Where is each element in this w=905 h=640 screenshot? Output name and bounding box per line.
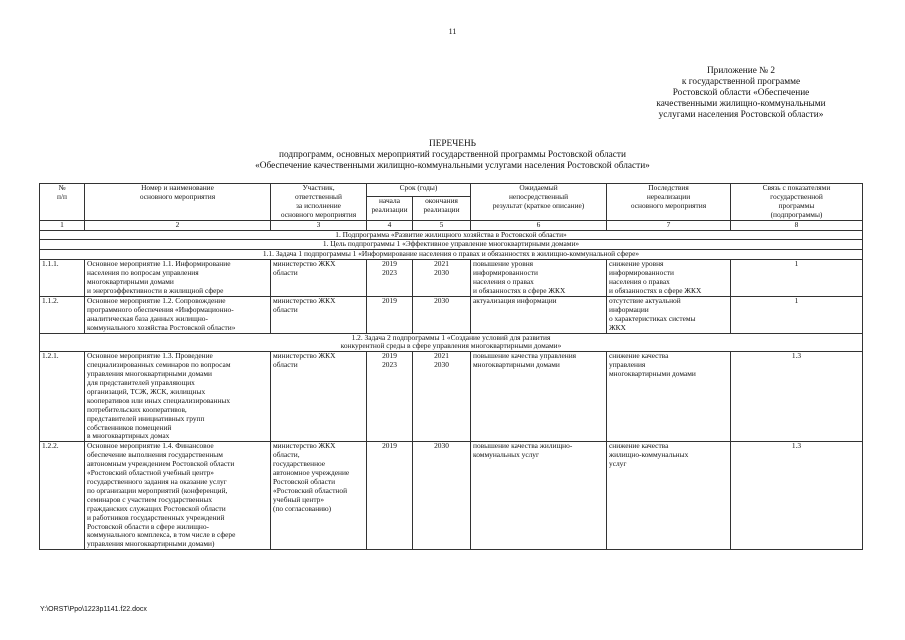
cell-line: коммунальных услуг	[473, 450, 540, 460]
cell-line: 2030	[434, 441, 449, 451]
cell-line: населения по вопросам управления	[87, 268, 199, 278]
text-line: Номер и наименование	[141, 183, 214, 192]
column-number-cell: 5	[413, 220, 471, 230]
appendix-line: услугами населения Ростовской области»	[658, 110, 824, 120]
cell-line: области,	[273, 450, 300, 460]
end-year-cell	[413, 442, 471, 550]
cell-line: управления многоквартирными домами)	[87, 539, 215, 549]
cell-line: Ростовской области в сфере жилищно-	[87, 521, 210, 531]
heading-line-1: подпрограмм, основных мероприятий государственной программы Ростовской области	[279, 150, 626, 160]
indicator-link-cell	[731, 442, 863, 550]
cell-line: 2023	[382, 268, 397, 278]
cell-line: министерство ЖКХ	[273, 259, 336, 269]
cell-line: информированности	[609, 268, 674, 278]
start-year-cell	[367, 352, 413, 442]
cell-line: ЖКХ	[609, 322, 626, 332]
text-line: за исполнение	[296, 200, 341, 210]
cell-line: 2019	[382, 296, 397, 305]
text-line: Связь с показателями	[762, 183, 831, 192]
row-number-cell: 1.2.1.	[40, 352, 85, 442]
cell-line: для представителей управляющих	[87, 378, 195, 388]
cell-line: многоквартирными домами	[473, 360, 560, 370]
text-line: реализации	[371, 204, 408, 214]
end-year-cell	[413, 260, 471, 297]
header-num	[40, 184, 85, 221]
text-line: непосредственный	[508, 191, 569, 201]
text-line: начала	[379, 196, 400, 205]
cell-line: 2021	[434, 259, 449, 269]
consequences-cell	[607, 352, 731, 442]
cell-line: населения о правах	[609, 277, 670, 287]
cell-line: государственное	[273, 459, 326, 469]
table-row	[40, 296, 863, 333]
text-line: программы	[778, 200, 815, 210]
text-line: окончания	[425, 196, 458, 205]
cell-line: информированности	[473, 268, 538, 278]
cell-line: Основное мероприятие 1.4. Финансовое	[87, 441, 214, 451]
text-line: ответственный	[295, 191, 342, 201]
cell-line: министерство ЖКХ	[273, 351, 336, 361]
header-term: Срок (годы)	[367, 184, 471, 197]
cell-line: министерство ЖКХ	[273, 296, 336, 305]
text-line: основного мероприятия	[280, 209, 357, 219]
cell-line: коммунального хозяйства Ростовской области»	[87, 322, 236, 332]
cell-line: «Ростовский областной учебный центр»	[87, 468, 214, 478]
cell-line: информации	[609, 304, 649, 314]
column-number-cell: 1	[40, 220, 85, 230]
cell-line: многоквартирными домами	[609, 369, 696, 379]
end-year-cell	[413, 352, 471, 442]
cell-line: Ростовской области	[273, 477, 336, 486]
appendix-line: качественными жилищно-коммунальными	[656, 99, 826, 109]
cell-line: актуализация информации	[473, 296, 557, 305]
text-line: Ожидаемый	[519, 183, 558, 192]
cell-line: 2030	[434, 296, 449, 305]
column-number-cell: 8	[731, 220, 863, 230]
cell-line: населения о правах	[473, 277, 534, 287]
cell-line: Основное мероприятие 1.1. Информирование	[87, 259, 231, 269]
section-row: 1. Подпрограмма «Развитие жилищного хозяйства в Ростовской области»	[40, 230, 863, 240]
task-row-1: 1.1. Задача 1 подпрограммы 1 «Информирование населения о правах и обязанностях в жилищно-коммунальной сфере»	[40, 250, 863, 260]
consequences-cell	[607, 442, 731, 550]
cell-line: 1	[794, 296, 799, 305]
column-number-cell: 7	[607, 220, 731, 230]
appendix-line: Ростовской области «Обеспечение	[672, 88, 810, 98]
cell-line: специализированных семинаров по вопросам	[87, 360, 231, 370]
start-year-cell	[367, 442, 413, 550]
cell-line: обеспечение выполнения государственным	[87, 450, 223, 460]
column-number-cell: 6	[471, 220, 607, 230]
document-heading	[0, 139, 905, 172]
file-path-footer: Y:\ORST\Ppo\1223p1141.f22.docx	[40, 606, 147, 613]
table-row	[40, 442, 863, 550]
cell-line: 1	[794, 259, 799, 269]
table-row	[40, 260, 863, 297]
heading-title: ПЕРЕЧЕНЬ	[428, 139, 476, 149]
text-line: п/п	[57, 191, 67, 201]
text-line: (подпрограммы)	[770, 209, 823, 219]
cell-line: снижение уровня	[609, 259, 664, 269]
text-line: конкурентной среды в сфере управления многоквартирными домами»	[340, 341, 562, 351]
header-expected	[471, 184, 607, 221]
text-line: государственной	[770, 191, 823, 201]
appendix-line: Приложение № 2	[706, 66, 776, 76]
cell-line: по организации мероприятий (конференций,	[87, 485, 228, 495]
cell-line: и работников государственных учреждений	[87, 512, 225, 522]
row-number-cell: 1.1.1.	[40, 260, 85, 297]
cell-line: учебный центр»	[273, 494, 325, 504]
cell-line: Основное мероприятие 1.3. Проведение	[87, 351, 213, 361]
cell-line: программного обеспечения «Информационно-	[87, 304, 234, 314]
text-line: нереализации	[646, 191, 691, 201]
cell-line: жилищно-коммунальных	[609, 450, 689, 460]
page-number: 11	[448, 27, 457, 36]
indicator-link-cell	[731, 352, 863, 442]
text-line: реализации	[423, 204, 460, 214]
table-row	[40, 352, 863, 442]
participant-cell	[271, 442, 367, 550]
cell-line: услуг	[609, 459, 627, 469]
cell-line: автономное учреждение	[273, 468, 350, 478]
cell-line: снижение качества	[609, 351, 669, 361]
cell-line: аналитическая база данных жилищно-	[87, 313, 208, 323]
cell-line: повышение качества жилищно-	[473, 441, 573, 451]
heading-line-2: «Обеспечение качественными жилищно-коммунальными услугами населения Ростовской области»	[255, 161, 650, 171]
text-line: 1.2. Задача 2 подпрограммы 1 «Создание условий для развития	[351, 333, 551, 342]
cell-line: потребительских кооперативов,	[87, 404, 187, 414]
cell-line: области	[273, 360, 298, 370]
cell-line: 2023	[382, 360, 397, 370]
header-term-start	[367, 196, 413, 220]
column-number-row	[40, 220, 863, 230]
text-line: Участник,	[302, 183, 335, 192]
cell-line: (по согласованию)	[273, 503, 332, 513]
header-participant	[271, 184, 367, 221]
measure-name-cell	[85, 296, 271, 333]
cell-line: области	[273, 304, 298, 314]
text-line: основного мероприятия	[630, 200, 707, 210]
cell-line: в многоквартирных домах	[87, 431, 170, 441]
header-term-end	[413, 196, 471, 220]
header-consequences	[607, 184, 731, 221]
task-row-2	[40, 333, 863, 352]
cell-line: и энергоэффективности в жилищной сфере	[87, 285, 224, 295]
participant-cell	[271, 352, 367, 442]
cell-line: и обязанностях в сфере ЖКХ	[609, 285, 702, 295]
cell-line: и обязанностях в сфере ЖКХ	[473, 285, 566, 295]
participant-cell	[271, 260, 367, 297]
measure-name-cell	[85, 352, 271, 442]
consequences-cell	[607, 260, 731, 297]
cell-line: управления многоквартирными домами	[87, 369, 213, 379]
cell-line: семинаров с участием государственных	[87, 494, 213, 504]
appendix-block	[631, 66, 851, 121]
cell-line: 2030	[434, 360, 449, 370]
indicator-link-cell	[731, 296, 863, 333]
column-number-cell: 4	[367, 220, 413, 230]
cell-line: государственного задания на оказание услуг	[87, 477, 227, 486]
text-line: №	[58, 183, 66, 192]
cell-line: области	[273, 268, 298, 278]
cell-line: представителей инициативных групп	[87, 413, 205, 423]
participant-cell	[271, 296, 367, 333]
measure-name-cell	[85, 442, 271, 550]
cell-line: 1.3	[791, 351, 802, 361]
text-line: Последствия	[648, 183, 689, 192]
consequences-cell	[607, 296, 731, 333]
row-number-cell: 1.1.2.	[40, 296, 85, 333]
appendix-line: к государственной программе	[681, 77, 801, 87]
measures-table	[39, 183, 863, 550]
cell-line: Основное мероприятие 1.2. Сопровождение	[87, 296, 226, 305]
cell-line: 1.3	[791, 441, 802, 451]
cell-line: снижение качества	[609, 441, 669, 451]
cell-line: 2019	[382, 441, 397, 451]
cell-line: повышение уровня	[473, 259, 534, 269]
indicator-link-cell	[731, 260, 863, 297]
cell-line: 2021	[434, 351, 449, 361]
cell-line: «Ростовский областной	[273, 485, 348, 495]
expected-result-cell	[471, 442, 607, 550]
cell-line: кооперативов или иных специализированных	[87, 395, 231, 405]
expected-result-cell	[471, 260, 607, 297]
cell-line: управления	[609, 360, 646, 370]
start-year-cell	[367, 260, 413, 297]
header-name	[85, 184, 271, 221]
cell-line: многоквартирными домами	[87, 277, 174, 287]
column-number-cell: 3	[271, 220, 367, 230]
cell-line: 2019	[382, 351, 397, 361]
cell-line: гражданских служащих Ростовской области	[87, 503, 226, 513]
expected-result-cell	[471, 352, 607, 442]
expected-result-cell	[471, 296, 607, 333]
cell-line: организаций, ТСЖ, ЖСК, жилищных	[87, 386, 206, 396]
cell-line: министерство ЖКХ	[273, 441, 336, 451]
text-line: результат (краткое описание)	[492, 200, 585, 210]
text-line: основного мероприятия	[139, 191, 216, 201]
cell-line: собственников помещений	[87, 422, 172, 432]
header-link	[731, 184, 863, 221]
row-number-cell: 1.2.2.	[40, 442, 85, 550]
cell-line: коммунального комплекса, в том числе в сфере	[87, 530, 236, 540]
cell-line: автономным учреждением Ростовской области	[87, 459, 235, 469]
cell-line: отсутствие актуальной	[609, 296, 681, 305]
goal-row: 1. Цель подпрограммы 1 «Эффективное управление многоквартирными домами»	[40, 240, 863, 250]
cell-line: 2019	[382, 259, 397, 269]
measure-name-cell	[85, 260, 271, 297]
cell-line: 2030	[434, 268, 449, 278]
start-year-cell	[367, 296, 413, 333]
column-number-cell: 2	[85, 220, 271, 230]
end-year-cell	[413, 296, 471, 333]
cell-line: повышение качества управления	[473, 351, 577, 361]
cell-line: о характеристиках системы	[609, 313, 696, 323]
